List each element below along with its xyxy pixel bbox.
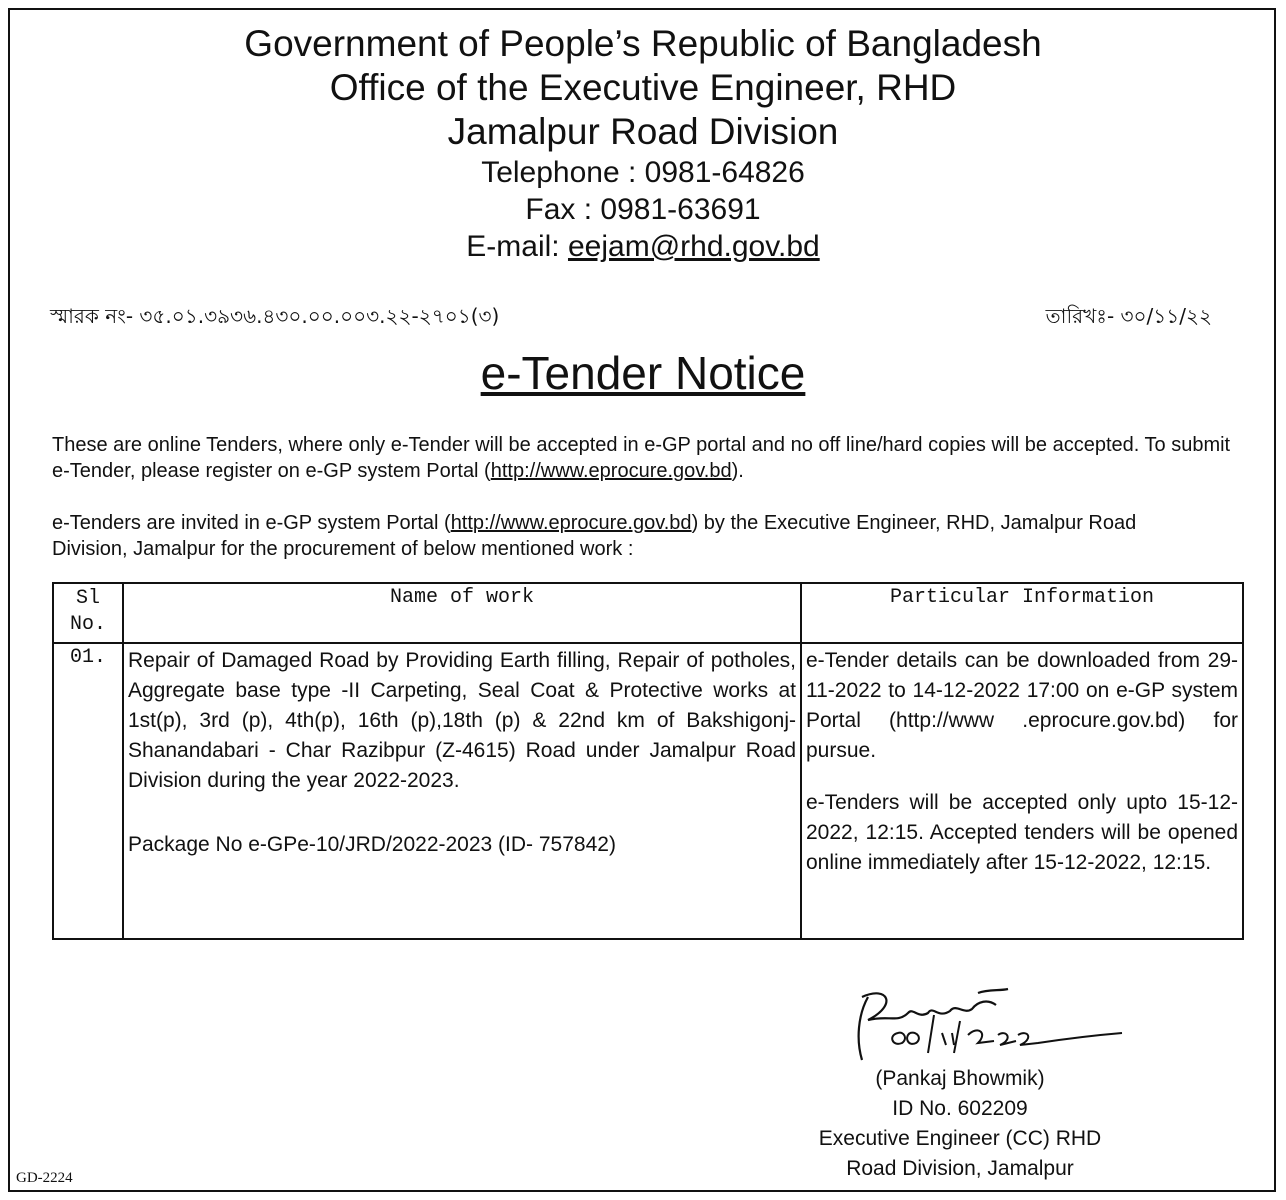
intro-paragraph bbox=[52, 432, 1252, 484]
header-telephone: Telephone : 0981-64826 bbox=[481, 156, 805, 189]
header-government: Government of People’s Republic of Bangladesh bbox=[244, 23, 1042, 64]
invitation-text: e-Tenders are invited in e-GP system Portal ( bbox=[52, 512, 451, 534]
header-sl-no: Sl No. bbox=[53, 583, 123, 643]
email-link[interactable]: eejam@rhd.gov.bd bbox=[567, 230, 820, 263]
cell-sl-no: 01. bbox=[53, 643, 123, 939]
signer-office: Road Division, Jamalpur bbox=[846, 1157, 1074, 1180]
header-fax: Fax : 0981-63691 bbox=[525, 193, 761, 226]
memo-reference: স্মারক নং- ৩৫.০১.৩৯৩৬.৪৩০.০০.০০৩.২২-২৭০১(৩) bbox=[50, 304, 500, 328]
eprocure-link[interactable]: http://www.eprocure.gov.bd bbox=[490, 460, 732, 482]
memo-date: তারিখঃ- ৩০/১১/২২ bbox=[1045, 304, 1212, 328]
eprocure-link-2[interactable]: http://www.eprocure.gov.bd bbox=[450, 512, 692, 534]
intro-text: These are online Tenders, where only e-Tender will be accepted in e-GP portal and no off line/hard copies will be accepted. To submit e-Tender, please register on e-GP system Portal ( bbox=[52, 434, 1231, 482]
header-office: Office of the Executive Engineer, RHD bbox=[329, 67, 957, 108]
email-label: E-mail: bbox=[466, 230, 568, 263]
signer-id: ID No. 602209 bbox=[892, 1097, 1028, 1120]
table-header-row bbox=[53, 583, 1243, 643]
header-name-of-work: Name of work bbox=[123, 583, 801, 643]
cell-name-of-work bbox=[123, 643, 801, 939]
works-table bbox=[52, 582, 1244, 940]
signer-name: (Pankaj Bhowmik) bbox=[875, 1067, 1045, 1090]
table-row bbox=[53, 643, 1243, 939]
package-number: Package No e-GPe-10/JRD/2022-2023 (ID- 757842) bbox=[128, 833, 616, 856]
download-info: e-Tender details can be downloaded from 29-11-2022 to 14-12-2022 17:00 on e-GP system Portal (http://www .eprocure.gov.bd) for pursue. bbox=[806, 649, 1238, 762]
document-code: GD-2224 bbox=[16, 1170, 73, 1186]
signer-designation: Executive Engineer (CC) RHD bbox=[818, 1127, 1102, 1150]
header-email-line bbox=[0, 230, 1286, 264]
handwritten-signature bbox=[838, 985, 1138, 1065]
cell-particular-information bbox=[801, 643, 1243, 939]
intro-tail: ). bbox=[731, 460, 744, 482]
invitation-tail: ) by the Executive Engineer, RHD, Jamalpur Road Division, Jamalpur for the procurement of below mentioned work : bbox=[52, 512, 1137, 560]
acceptance-info: e-Tenders will be accepted only upto 15-12-2022, 12:15. Accepted tenders will be opened online immediately after 15-12-2022, 12:15. bbox=[806, 791, 1238, 874]
invitation-paragraph bbox=[52, 510, 1162, 562]
header-division: Jamalpur Road Division bbox=[447, 111, 839, 152]
notice-title: e-Tender Notice bbox=[480, 347, 806, 399]
work-description: Repair of Damaged Road by Providing Earth filling, Repair of potholes, Aggregate base type -II Carpeting, Seal Coat & Protective works at 1st(p), 3rd (p), 4th(p), 16th (p),18th (p) & 22nd km of Bakshigonj- Shanandabari - Char Razibpur (Z-4615) Road under Jamalpur Road Division during the year 2022-2023. bbox=[128, 649, 796, 792]
header-particular-information: Particular Information bbox=[801, 583, 1243, 643]
signer-block bbox=[760, 1064, 1160, 1184]
